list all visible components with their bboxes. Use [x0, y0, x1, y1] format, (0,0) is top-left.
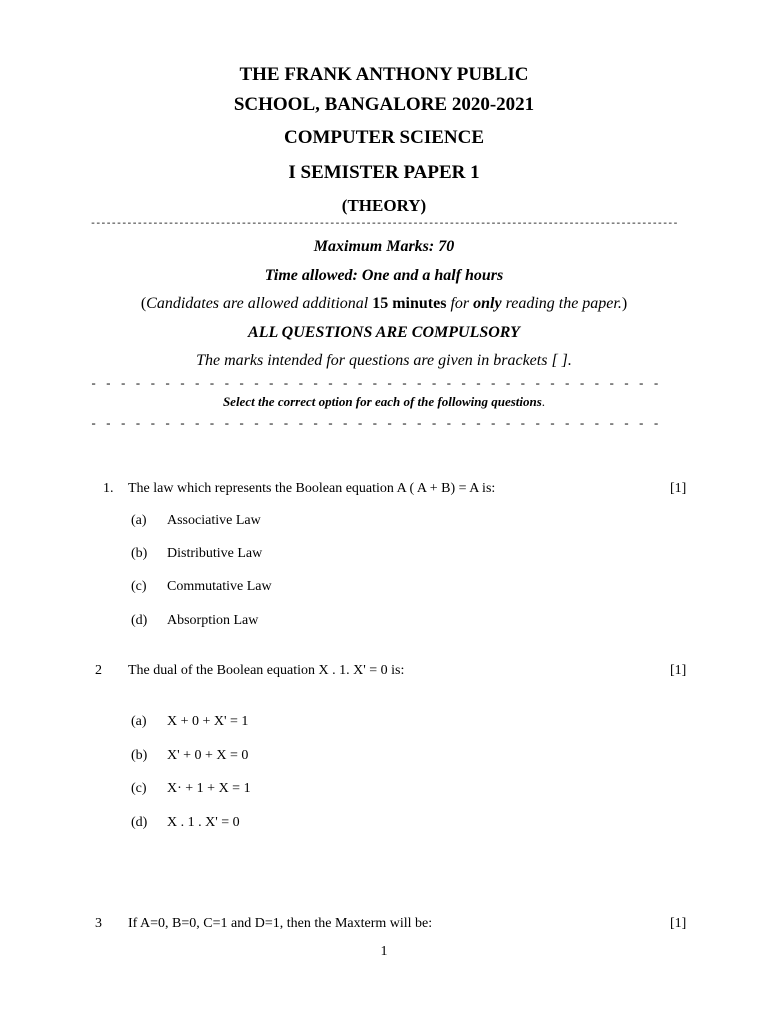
- option-label: (c): [131, 579, 147, 594]
- school-name-line2: SCHOOL, BANGALORE 2020-2021: [233, 94, 535, 115]
- all-compulsory: ALL QUESTIONS ARE COMPULSORY: [248, 324, 520, 341]
- sparse-separator-top: - - - - - - - - - - - - - - - - - - - - - - - - - - - - - - - - - - - - - - -: [90, 378, 660, 390]
- option-label: (d): [131, 613, 148, 628]
- question-number: 1.: [103, 481, 114, 496]
- note-part-2: for: [446, 295, 474, 312]
- option-label: (d): [131, 815, 148, 830]
- dense-separator-top: -----------------------------------------------------------------------------------------------------------------: [90, 219, 678, 230]
- question-marks: [1]: [670, 481, 687, 496]
- note-bold-minutes: 15 minutes: [372, 295, 447, 312]
- question-text: The law which represents the Boolean equation A ( A + B) = A is:: [128, 481, 496, 496]
- option-label: (a): [131, 513, 147, 528]
- option-label: (b): [131, 748, 148, 763]
- instruction-period: .: [541, 394, 546, 409]
- note-part-1: Candidates are allowed additional: [146, 295, 373, 312]
- maximum-marks: Maximum Marks: 70: [313, 238, 455, 255]
- page-number: 1: [380, 944, 388, 959]
- note-close-paren: ): [621, 295, 628, 312]
- option-text: Distributive Law: [167, 546, 263, 561]
- option-label: (c): [131, 781, 147, 796]
- note-part-3: reading the paper.: [501, 295, 622, 312]
- school-name-line1: THE FRANK ANTHONY PUBLIC: [239, 64, 529, 85]
- option-text: X' + 0 + X = 0: [167, 748, 249, 763]
- note-bold-only: only: [473, 295, 502, 312]
- paper-type: (THEORY): [341, 196, 427, 215]
- option-text: Absorption Law: [167, 613, 259, 628]
- marks-bracket-note: The marks intended for questions are given in brackets [ ].: [196, 352, 572, 369]
- option-label: (b): [131, 546, 148, 561]
- option-text: Associative Law: [167, 513, 261, 528]
- question-text: The dual of the Boolean equation X . 1. X' = 0 is:: [128, 663, 405, 678]
- option-label: (a): [131, 714, 147, 729]
- reading-time-note: [0, 295, 768, 313]
- option-text: X + 0 + X' = 1: [167, 714, 249, 729]
- paper-title: I SEMISTER PAPER 1: [288, 162, 480, 183]
- option-text: X· + 1 + X = 1: [167, 781, 251, 796]
- question-marks: [1]: [670, 916, 687, 931]
- option-text: X . 1 . X' = 0: [167, 815, 240, 830]
- note-open-paren: (: [140, 295, 147, 312]
- sparse-separator-bottom: - - - - - - - - - - - - - - - - - - - - - - - - - - - - - - - - - - - - - - -: [90, 418, 660, 430]
- instruction-text: Select the correct option for each of the following questions: [222, 394, 542, 409]
- subject-title: COMPUTER SCIENCE: [283, 127, 485, 148]
- instruction-line: [0, 394, 768, 410]
- question-marks: [1]: [670, 663, 687, 678]
- question-number: 3: [95, 916, 102, 931]
- option-text: Commutative Law: [167, 579, 272, 594]
- question-number: 2: [95, 663, 102, 678]
- question-text: If A=0, B=0, C=1 and D=1, then the Maxterm will be:: [128, 916, 433, 931]
- time-allowed: Time allowed: One and a half hours: [264, 267, 504, 284]
